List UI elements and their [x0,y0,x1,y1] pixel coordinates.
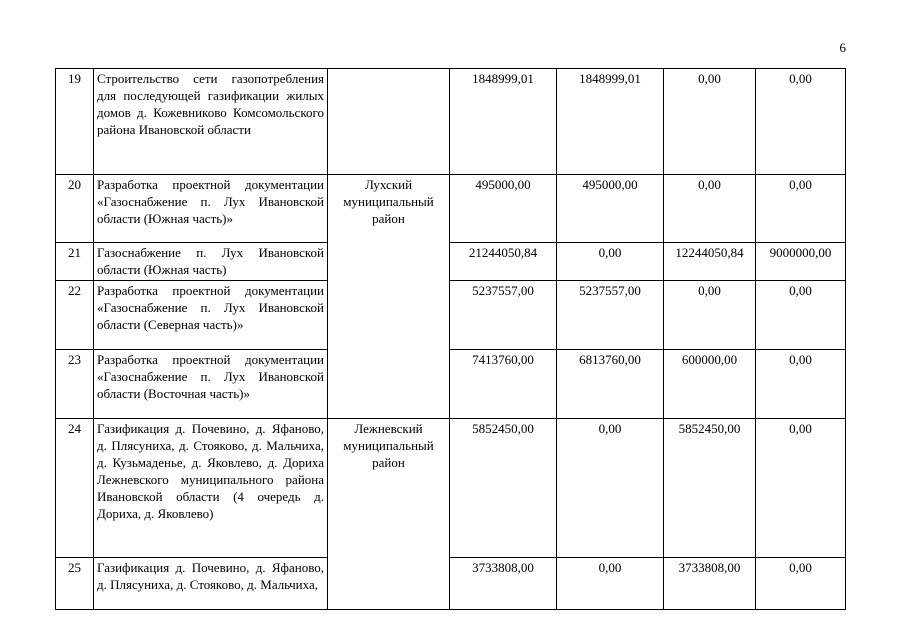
table-row [56,350,846,419]
row-number: 24 [56,419,94,558]
value-total: 495000,00 [450,175,557,243]
value-col4: 0,00 [756,175,846,243]
district-cell-empty [328,69,450,175]
value-total: 5852450,00 [450,419,557,558]
value-col3: 5852450,00 [664,419,756,558]
row-description: Разработка проектной документации «Газоснабжение п. Лух Ивановской области (Северная часть)» [94,281,328,350]
value-col3: 600000,00 [664,350,756,419]
value-total: 3733808,00 [450,558,557,610]
table-row [56,419,846,558]
value-total: 21244050,84 [450,243,557,281]
value-col4: 9000000,00 [756,243,846,281]
row-number: 23 [56,350,94,419]
row-description: Разработка проектной документации «Газоснабжение п. Лух Ивановской области (Восточная часть)» [94,350,328,419]
row-description: Разработка проектной документации «Газоснабжение п. Лух Ивановской области (Южная часть)» [94,175,328,243]
table-row [56,175,846,243]
value-col3: 0,00 [664,281,756,350]
table-row [56,558,846,610]
table-row [56,69,846,175]
row-description: Газификация д. Почевино, д. Яфаново, д. Плясуниха, д. Стояково, д. Мальчиха, д. Кузьмаденье, д. Яковлево, д. Дориха Лежневского муниципального района Ивановской области (4 очередь д. Дориха, д. Яковлево) [94,419,328,558]
value-col4: 0,00 [756,350,846,419]
page-number: 6 [839,40,846,55]
value-total: 7413760,00 [450,350,557,419]
row-number: 19 [56,69,94,175]
gasification-table [55,68,846,610]
value-col3: 12244050,84 [664,243,756,281]
value-col4: 0,00 [756,558,846,610]
value-col2: 495000,00 [557,175,664,243]
district-lukh: Лухский муниципальный район [328,175,450,419]
row-description: Строительство сети газопотребления для последующей газификации жилых домов д. Кожевниково Комсомольского района Ивановской области [94,69,328,175]
table-row [56,243,846,281]
row-description: Газоснабжение п. Лух Ивановской области (Южная часть) [94,243,328,281]
value-col2: 1848999,01 [557,69,664,175]
value-total: 1848999,01 [450,69,557,175]
district-lezhnevo: Лежневский муниципальный район [328,419,450,610]
value-col2: 6813760,00 [557,350,664,419]
row-number: 25 [56,558,94,610]
row-number: 22 [56,281,94,350]
row-number: 21 [56,243,94,281]
value-col2: 5237557,00 [557,281,664,350]
value-col3: 3733808,00 [664,558,756,610]
value-col4: 0,00 [756,419,846,558]
value-col4: 0,00 [756,69,846,175]
row-description: Газификация д. Почевино, д. Яфаново, д. Плясуниха, д. Стояково, д. Мальчиха, [94,558,328,610]
value-col3: 0,00 [664,69,756,175]
value-col2: 0,00 [557,243,664,281]
value-col3: 0,00 [664,175,756,243]
value-col4: 0,00 [756,281,846,350]
value-total: 5237557,00 [450,281,557,350]
row-number: 20 [56,175,94,243]
value-col2: 0,00 [557,419,664,558]
value-col2: 0,00 [557,558,664,610]
table-row [56,281,846,350]
